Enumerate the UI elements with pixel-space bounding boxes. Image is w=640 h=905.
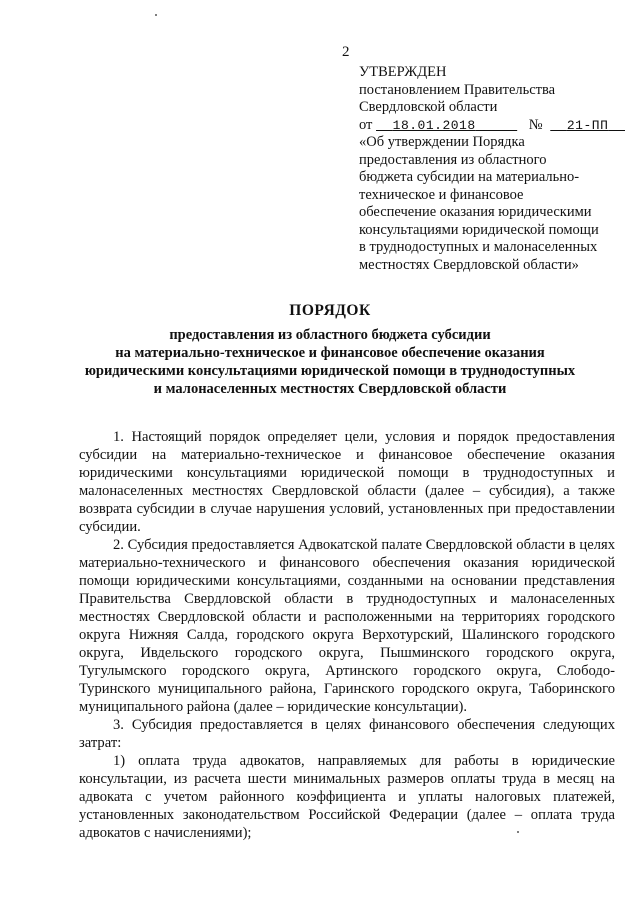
paragraph-1: 1. Настоящий порядок определяет цели, условия и порядок предоставления субсидии на материально-техническое и финансовое обеспечение оказания юридическими консультациями юридической помощи в труднодоступных и малонаселенных местностях Свердловской области (далее – субсидия), а также возврата субсидии в случае нарушения условий, установленных при предоставлении субсидии. <box>79 429 615 535</box>
approval-block <box>359 64 629 274</box>
approval-date: 18.01.2018 <box>392 117 476 133</box>
approval-line-1: постановлением Правительства <box>359 81 556 98</box>
title-sub-line: и малонаселенных местностях Свердловской области <box>153 381 507 397</box>
paragraph-3-item-1: 1) оплата труда адвокатов, направляемых для работы в юридические консультации, из расчета шести минимальных размеров оплаты труда в месяц на адвоката с учетом районного коэффициента и уплаты налоговых платежей, установленных законодательством Российской Федерации (далее – оплата труда адвокатов с начислениями); <box>79 753 615 841</box>
approval-ref-line: техническое и финансовое <box>359 186 524 203</box>
approval-heading: УТВЕРЖДЕН <box>359 64 447 80</box>
approval-ref-line: в труднодоступных и малонаселенных <box>359 239 598 255</box>
scan-speck <box>517 831 519 833</box>
document-title <box>40 302 620 398</box>
page-number: 2 <box>342 44 350 60</box>
paragraph-2: 2. Субсидия предоставляется Адвокатской палате Свердловской области в целях материально-технического и финансового обеспечения оказания юридической помощи юридическими консультациями, созданными на основании представления Правительства Свердловской области в труднодоступных и малонаселенных местностях Свердловской области и расположенными на территориях городского округа Нижняя Салда, городского округа Верхотурский, Шалинского городского округа, Ивдельского городского округа, Пышминского городского округа, Тугулымского городского округа, Артинского городского округа, Слободо-Туринского муниципального района, Гаринского городского округа, Таборинского муниципального района (далее – юридические консультации). <box>79 537 615 715</box>
title-sub-line: юридическими консультациями юридической помощи в труднодоступных <box>84 363 576 379</box>
approval-ref-line: бюджета субсидии на материально- <box>359 169 580 185</box>
paragraph-3: 3. Субсидия предоставляется в целях финансового обеспечения следующих затрат: <box>79 717 615 751</box>
title-subtitle <box>40 326 620 398</box>
approval-number: 21-ПП <box>566 117 609 133</box>
title-main: ПОРЯДОК <box>289 302 371 319</box>
approval-number-label: № <box>528 116 543 133</box>
scan-speck <box>155 14 157 16</box>
approval-ref-line: предоставления из областного <box>359 151 547 168</box>
approval-ref-line: «Об утверждении Порядка <box>359 134 525 150</box>
approval-from-label: от <box>359 116 373 133</box>
document-body <box>79 428 615 842</box>
approval-ref-line: консультациями юридической помощи <box>359 221 599 238</box>
approval-ref-line: обеспечение оказания юридическими <box>359 204 592 220</box>
approval-line-2: Свердловской области <box>359 99 498 115</box>
approval-date-line <box>359 117 629 135</box>
approval-ref-line: местностях Свердловской области» <box>359 256 579 273</box>
title-sub-line: предоставления из областного бюджета субсидии <box>169 327 491 343</box>
title-sub-line: на материально-техническое и финансовое обеспечение оказания <box>115 345 545 361</box>
